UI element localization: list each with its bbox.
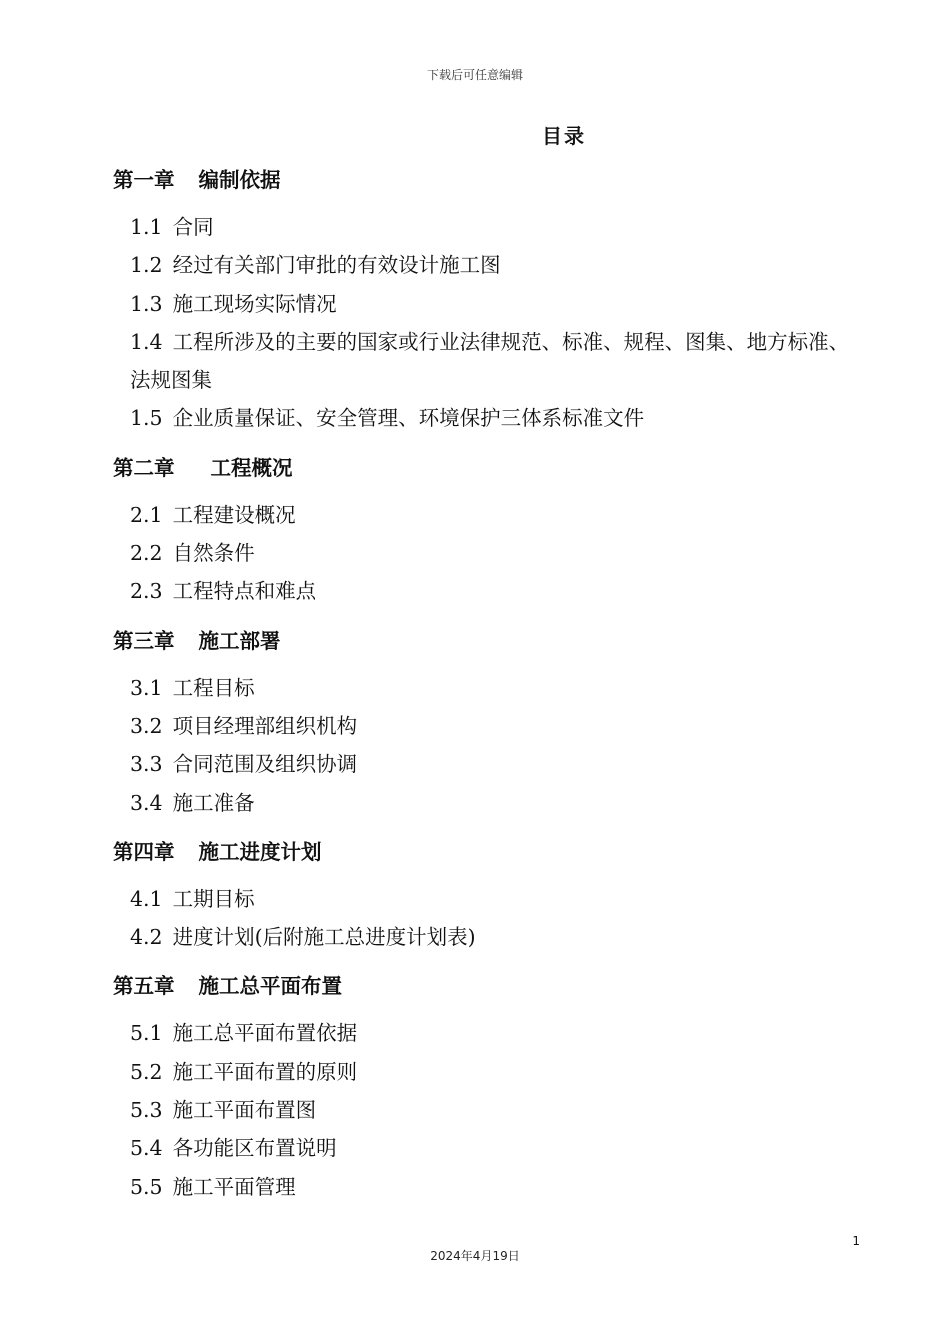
- item-number: 4.1: [130, 886, 163, 911]
- item-text: 各功能区布置说明: [172, 1136, 337, 1161]
- chapter-number: 第三章: [113, 628, 175, 653]
- item-number: 4.2: [130, 925, 163, 950]
- chapter-title: 施工进度计划: [198, 839, 322, 864]
- toc-item[interactable]: [113, 208, 853, 246]
- item-number: 2.3: [130, 579, 163, 604]
- toc-item[interactable]: [113, 285, 853, 323]
- item-number: 1.4: [130, 329, 163, 354]
- toc-item[interactable]: [113, 784, 853, 822]
- item-text: 施工现场实际情况: [172, 291, 337, 316]
- toc-item[interactable]: [113, 918, 853, 956]
- chapter-1-heading[interactable]: [113, 160, 853, 200]
- item-text: 工程目标: [172, 675, 255, 700]
- toc-item[interactable]: [113, 534, 853, 572]
- toc-item[interactable]: [113, 496, 853, 534]
- item-number: 1.3: [130, 291, 163, 316]
- toc-item[interactable]: [113, 880, 853, 918]
- item-text: 工程特点和难点: [172, 579, 317, 604]
- chapter-title: 施工总平面布置: [198, 974, 342, 999]
- item-number: 5.4: [130, 1136, 163, 1161]
- item-text: 工程建设概况: [172, 502, 296, 527]
- item-text: 施工准备: [172, 790, 255, 815]
- item-number: 5.2: [130, 1059, 163, 1084]
- item-text: 施工平面布置图: [172, 1098, 317, 1123]
- chapter-number: 第二章: [113, 455, 175, 480]
- toc-item[interactable]: [113, 1168, 853, 1206]
- item-number: 3.4: [130, 790, 163, 815]
- item-number: 1.2: [130, 253, 163, 278]
- chapter-5-heading[interactable]: [113, 966, 853, 1006]
- item-number: 5.5: [130, 1174, 163, 1199]
- item-number: 5.1: [130, 1021, 163, 1046]
- toc-item[interactable]: [113, 399, 853, 437]
- toc-item[interactable]: [113, 669, 853, 707]
- toc-item[interactable]: [113, 1091, 853, 1129]
- footer-date: 2024年4月19日: [430, 1249, 520, 1263]
- page-header: 下载后可任意编辑: [426, 68, 523, 82]
- item-text: 经过有关部门审批的有效设计施工图: [172, 253, 501, 278]
- chapter-number: 第四章: [113, 839, 175, 864]
- item-number: 2.1: [130, 502, 163, 527]
- item-text: 自然条件: [172, 541, 255, 566]
- item-text: 施工平面管理: [172, 1174, 296, 1199]
- item-text: 合同范围及组织协调: [172, 752, 358, 777]
- page-number: 1: [852, 1234, 860, 1248]
- item-text: 施工总平面布置依据: [172, 1021, 358, 1046]
- item-number: 3.1: [130, 675, 163, 700]
- item-text: 合同: [172, 215, 214, 239]
- toc-item[interactable]: [113, 1129, 853, 1167]
- item-text: 工程所涉及的主要的国家或行业法律规范、标准、规程、图集、地方标准、法规图集: [130, 329, 850, 393]
- chapter-number: 第一章: [113, 168, 175, 192]
- item-text: 项目经理部组织机构: [172, 713, 358, 738]
- chapter-title: 编制依据: [198, 168, 281, 192]
- chapter-number: 第五章: [113, 974, 175, 999]
- item-number: 1.5: [130, 406, 163, 431]
- chapter-2-heading[interactable]: [113, 448, 853, 488]
- item-number: 5.3: [130, 1098, 163, 1123]
- item-text: 企业质量保证、安全管理、环境保护三体系标准文件: [172, 406, 645, 431]
- toc-item[interactable]: [113, 1053, 853, 1091]
- chapter-title: 施工部署: [198, 628, 281, 653]
- toc-item[interactable]: [113, 1014, 853, 1052]
- toc-item[interactable]: [113, 323, 853, 400]
- item-text: 施工平面布置的原则: [172, 1059, 358, 1084]
- item-text: 进度计划(后附施工总进度计划表): [172, 925, 476, 950]
- table-of-contents: [113, 160, 853, 1216]
- toc-item[interactable]: [113, 572, 853, 610]
- item-number: 2.2: [130, 541, 163, 566]
- item-number: 3.2: [130, 713, 163, 738]
- item-number: 1.1: [130, 215, 163, 239]
- chapter-4-heading[interactable]: [113, 832, 853, 872]
- toc-item[interactable]: [113, 707, 853, 745]
- chapter-title: 工程概况: [210, 455, 293, 480]
- toc-item[interactable]: [113, 745, 853, 783]
- chapter-3-heading[interactable]: [113, 621, 853, 661]
- item-text: 工期目标: [172, 886, 255, 911]
- toc-item[interactable]: [113, 246, 853, 284]
- toc-title: 目录: [542, 124, 586, 148]
- item-number: 3.3: [130, 752, 163, 777]
